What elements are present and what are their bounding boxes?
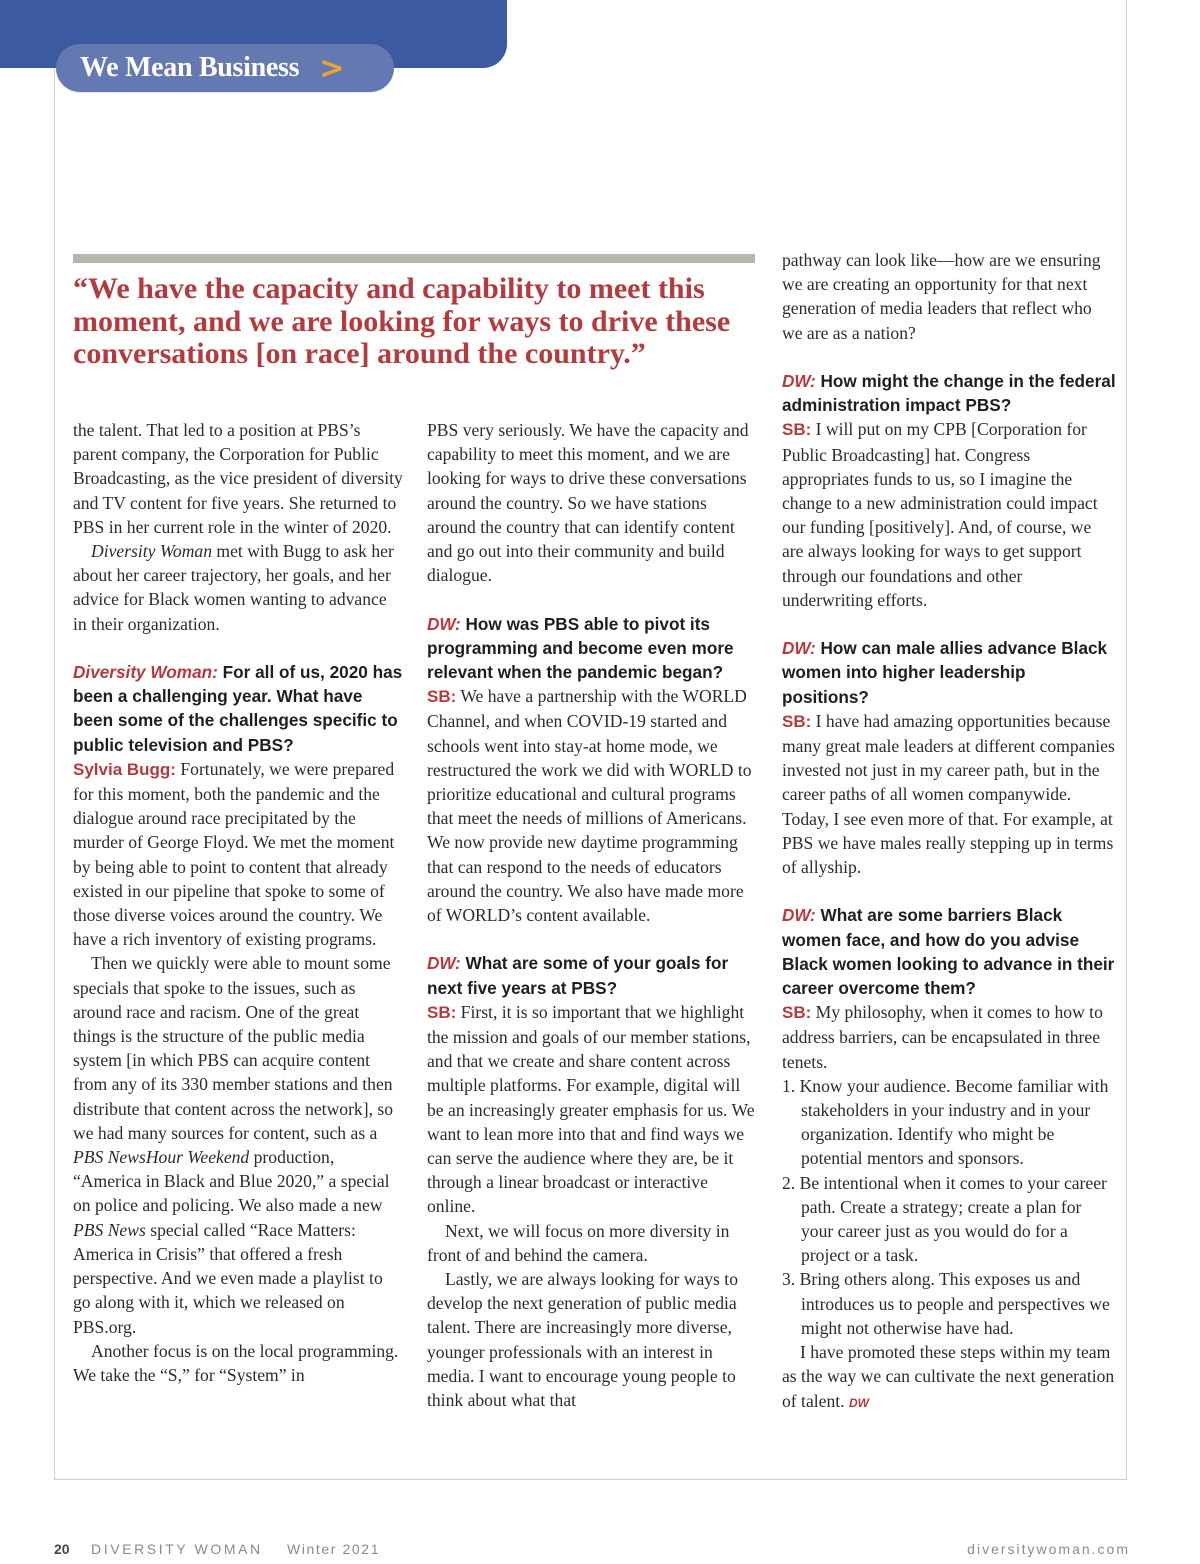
question-text: What are some of your goals for next five years at PBS? — [427, 953, 729, 998]
list-item: 1. Know your audience. Become familiar with stakeholders in your industry and in your organization. Identify who might be potential mentors and sponsors. — [782, 1075, 1109, 1169]
list-item: 2. Be intentional when it comes to your career path. Create a strategy; create a plan for your career just as you would do for a project or a task. — [782, 1172, 1107, 1266]
paragraph: the talent. That led to a position at PBS’s parent company, the Corporation for Public Broadcasting, as the vice president of diversity and TV content for five years. She returned to PBS in her current role in the winter of 2020. — [73, 420, 403, 537]
respondent-label: SB: — [782, 420, 812, 440]
interviewer-label: DW: — [782, 371, 816, 391]
interviewer-label: DW: — [782, 905, 816, 926]
answer-text: We have a partnership with the WORLD Channel, and when COVID-19 started and schools went into stay-at home mode, we restructured the work we did with WORLD to prioritize educational and cultural programs that meet the needs of millions of Americans. We now provide new daytime programming that can respond to the needs of educators around the country. We also have made more of WORLD’s content available. — [427, 686, 752, 926]
paragraph: Next, we will focus on more diversity in front of and behind the camera. — [427, 1220, 730, 1265]
paragraph: pathway can look like—how are we ensuring we are creating an opportunity for that next generation of media leaders that reflect who we are as a nation? — [782, 250, 1101, 343]
page-number: 20 — [54, 1541, 70, 1557]
paragraph — [782, 1340, 1116, 1415]
respondent-label: SB: — [782, 711, 812, 731]
paragraph — [73, 539, 403, 636]
question — [782, 636, 1116, 709]
answer-text: I will put on my CPB [Corporation for Public Broadcasting] hat. Congress appropriates funds to us, so I imagine the change to a new administration could impact our funding [positively]. And, of course, we are always looking for ways to get support through our foundations and other underwriting efforts. — [782, 419, 1098, 610]
section-label: We Mean Business — [80, 52, 300, 83]
answer-text: My philosophy, when it comes to how to address barriers, can be encapsulated in three tenets. — [782, 1002, 1103, 1072]
column-3 — [782, 248, 1116, 1415]
question-text: How can male allies advance Black women into higher leadership positions? — [782, 638, 1108, 707]
paragraph-text: I have promoted these steps within my team as the way we can cultivate the next generation of talent. — [782, 1342, 1115, 1411]
question — [427, 612, 757, 685]
answer — [73, 757, 403, 952]
question — [782, 903, 1116, 1000]
paragraph-text: met with Bugg to ask her about her career trajectory, her goals, and her advice for Black women wanting to advance in their organization. — [73, 541, 394, 634]
answer — [782, 709, 1116, 879]
interviewer-label: DW: — [782, 638, 816, 659]
list-item: 3. Bring others along. This exposes us and introduces us to people and perspectives we might not otherwise have had. — [782, 1269, 1110, 1338]
section-tab — [56, 44, 394, 92]
pull-quote-rule — [73, 254, 755, 263]
website-link[interactable]: diversitywoman.com — [967, 1541, 1130, 1557]
answer-text: Fortunately, we were prepared for this moment, both the pandemic and the dialogue around race precipitated by the murder of George Floyd. We met the moment by being able to point to content that already existed in our pipeline that spoke to some of those diverse voices around the country. We have a rich inventory of existing programs. — [73, 758, 395, 950]
respondent-label: SB: — [427, 1002, 457, 1022]
paragraph-text: special called “Race Matters: America in Crisis” that offered a fresh perspective. And we even made a playlist to go along with it, which we released on PBS.org. — [73, 1219, 383, 1337]
answer — [427, 684, 757, 927]
question — [73, 660, 403, 757]
chevron-right-icon: > — [319, 50, 345, 86]
answer — [782, 417, 1116, 612]
question-text: For all of us, 2020 has been a challenging year. What have been some of the challenges specific to public television and PBS? — [73, 662, 403, 755]
column-1 — [73, 418, 403, 1387]
paragraph-text: production, “America in Black and Blue 2020,” a special on police and policing. We also made a new — [73, 1147, 390, 1216]
interviewer-label: DW: — [427, 953, 461, 974]
paragraph: Another focus is on the local programming. We take the “S,” for “System” in — [73, 1340, 399, 1385]
page-footer — [54, 1541, 1130, 1563]
question-text: How might the change in the federal administration impact PBS? — [782, 371, 1116, 416]
magazine-title: DIVERSITY WOMAN — [91, 1541, 263, 1557]
pull-quote: “We have the capacity and capability to meet this moment, and we are looking for ways to drive these conversations [on race] around the country.” — [73, 272, 731, 370]
answer — [427, 1000, 757, 1219]
issue-date: Winter 2021 — [287, 1541, 381, 1557]
paragraph: Lastly, we are always looking for ways to develop the next generation of public media talent. There are increasingly more diverse, younger professionals with an interest in media. I want to encourage young people to think about what that — [427, 1269, 738, 1411]
answer-text: I have had amazing opportunities because many great male leaders at different companies invested not just in my career path, but in the career paths of all women companywide. Today, I see even more of that. For example, at PBS we have males really stepping up in terms of allyship. — [782, 710, 1115, 878]
respondent-label: Sylvia Bugg: — [73, 759, 176, 779]
paragraph: PBS very seriously. We have the capacity and capability to meet this moment, and we are looking for ways to drive these conversations around the country. So we have stations around the country that can identify content and go out into their community and build dialogue. — [427, 420, 749, 586]
column-2 — [427, 418, 757, 1412]
paragraph — [73, 951, 403, 1338]
end-mark: DW — [848, 1395, 869, 1410]
tenets-list — [782, 1074, 1116, 1340]
respondent-label: SB: — [782, 1003, 812, 1023]
question-text: What are some barriers Black women face, and how do you advise Black women looking to advance in their career overcome them? — [782, 905, 1115, 999]
interviewer-label: Diversity Woman: — [73, 662, 218, 683]
respondent-label: SB: — [427, 687, 457, 707]
question — [782, 369, 1116, 417]
show-title: PBS News — [73, 1219, 146, 1240]
magazine-name: Diversity Woman — [91, 541, 213, 562]
question — [427, 951, 757, 999]
paragraph-text: Then we quickly were able to mount some specials that spoke to the issues, such as around race and racism. One of the great things is the structure of the public media system [in which PBS can acquire content from any of its 330 member stations and then distribute that content across the network], so we had many sources for content, such as a — [73, 953, 394, 1143]
show-title: PBS NewsHour Weekend — [73, 1147, 250, 1168]
question-text: How was PBS able to pivot its programming and become even more relevant when the pandemic began? — [427, 613, 734, 683]
answer — [782, 1000, 1116, 1074]
interviewer-label: DW: — [427, 613, 461, 634]
answer-text: First, it is so important that we highlight the mission and goals of our member stations, and that we create and share content across multiple platforms. For example, digital will be an increasingly greater emphasis for us. We want to lean more into that and find ways we can serve the audience where they are, be it through a linear broadcast or interactive online. — [427, 1001, 755, 1217]
